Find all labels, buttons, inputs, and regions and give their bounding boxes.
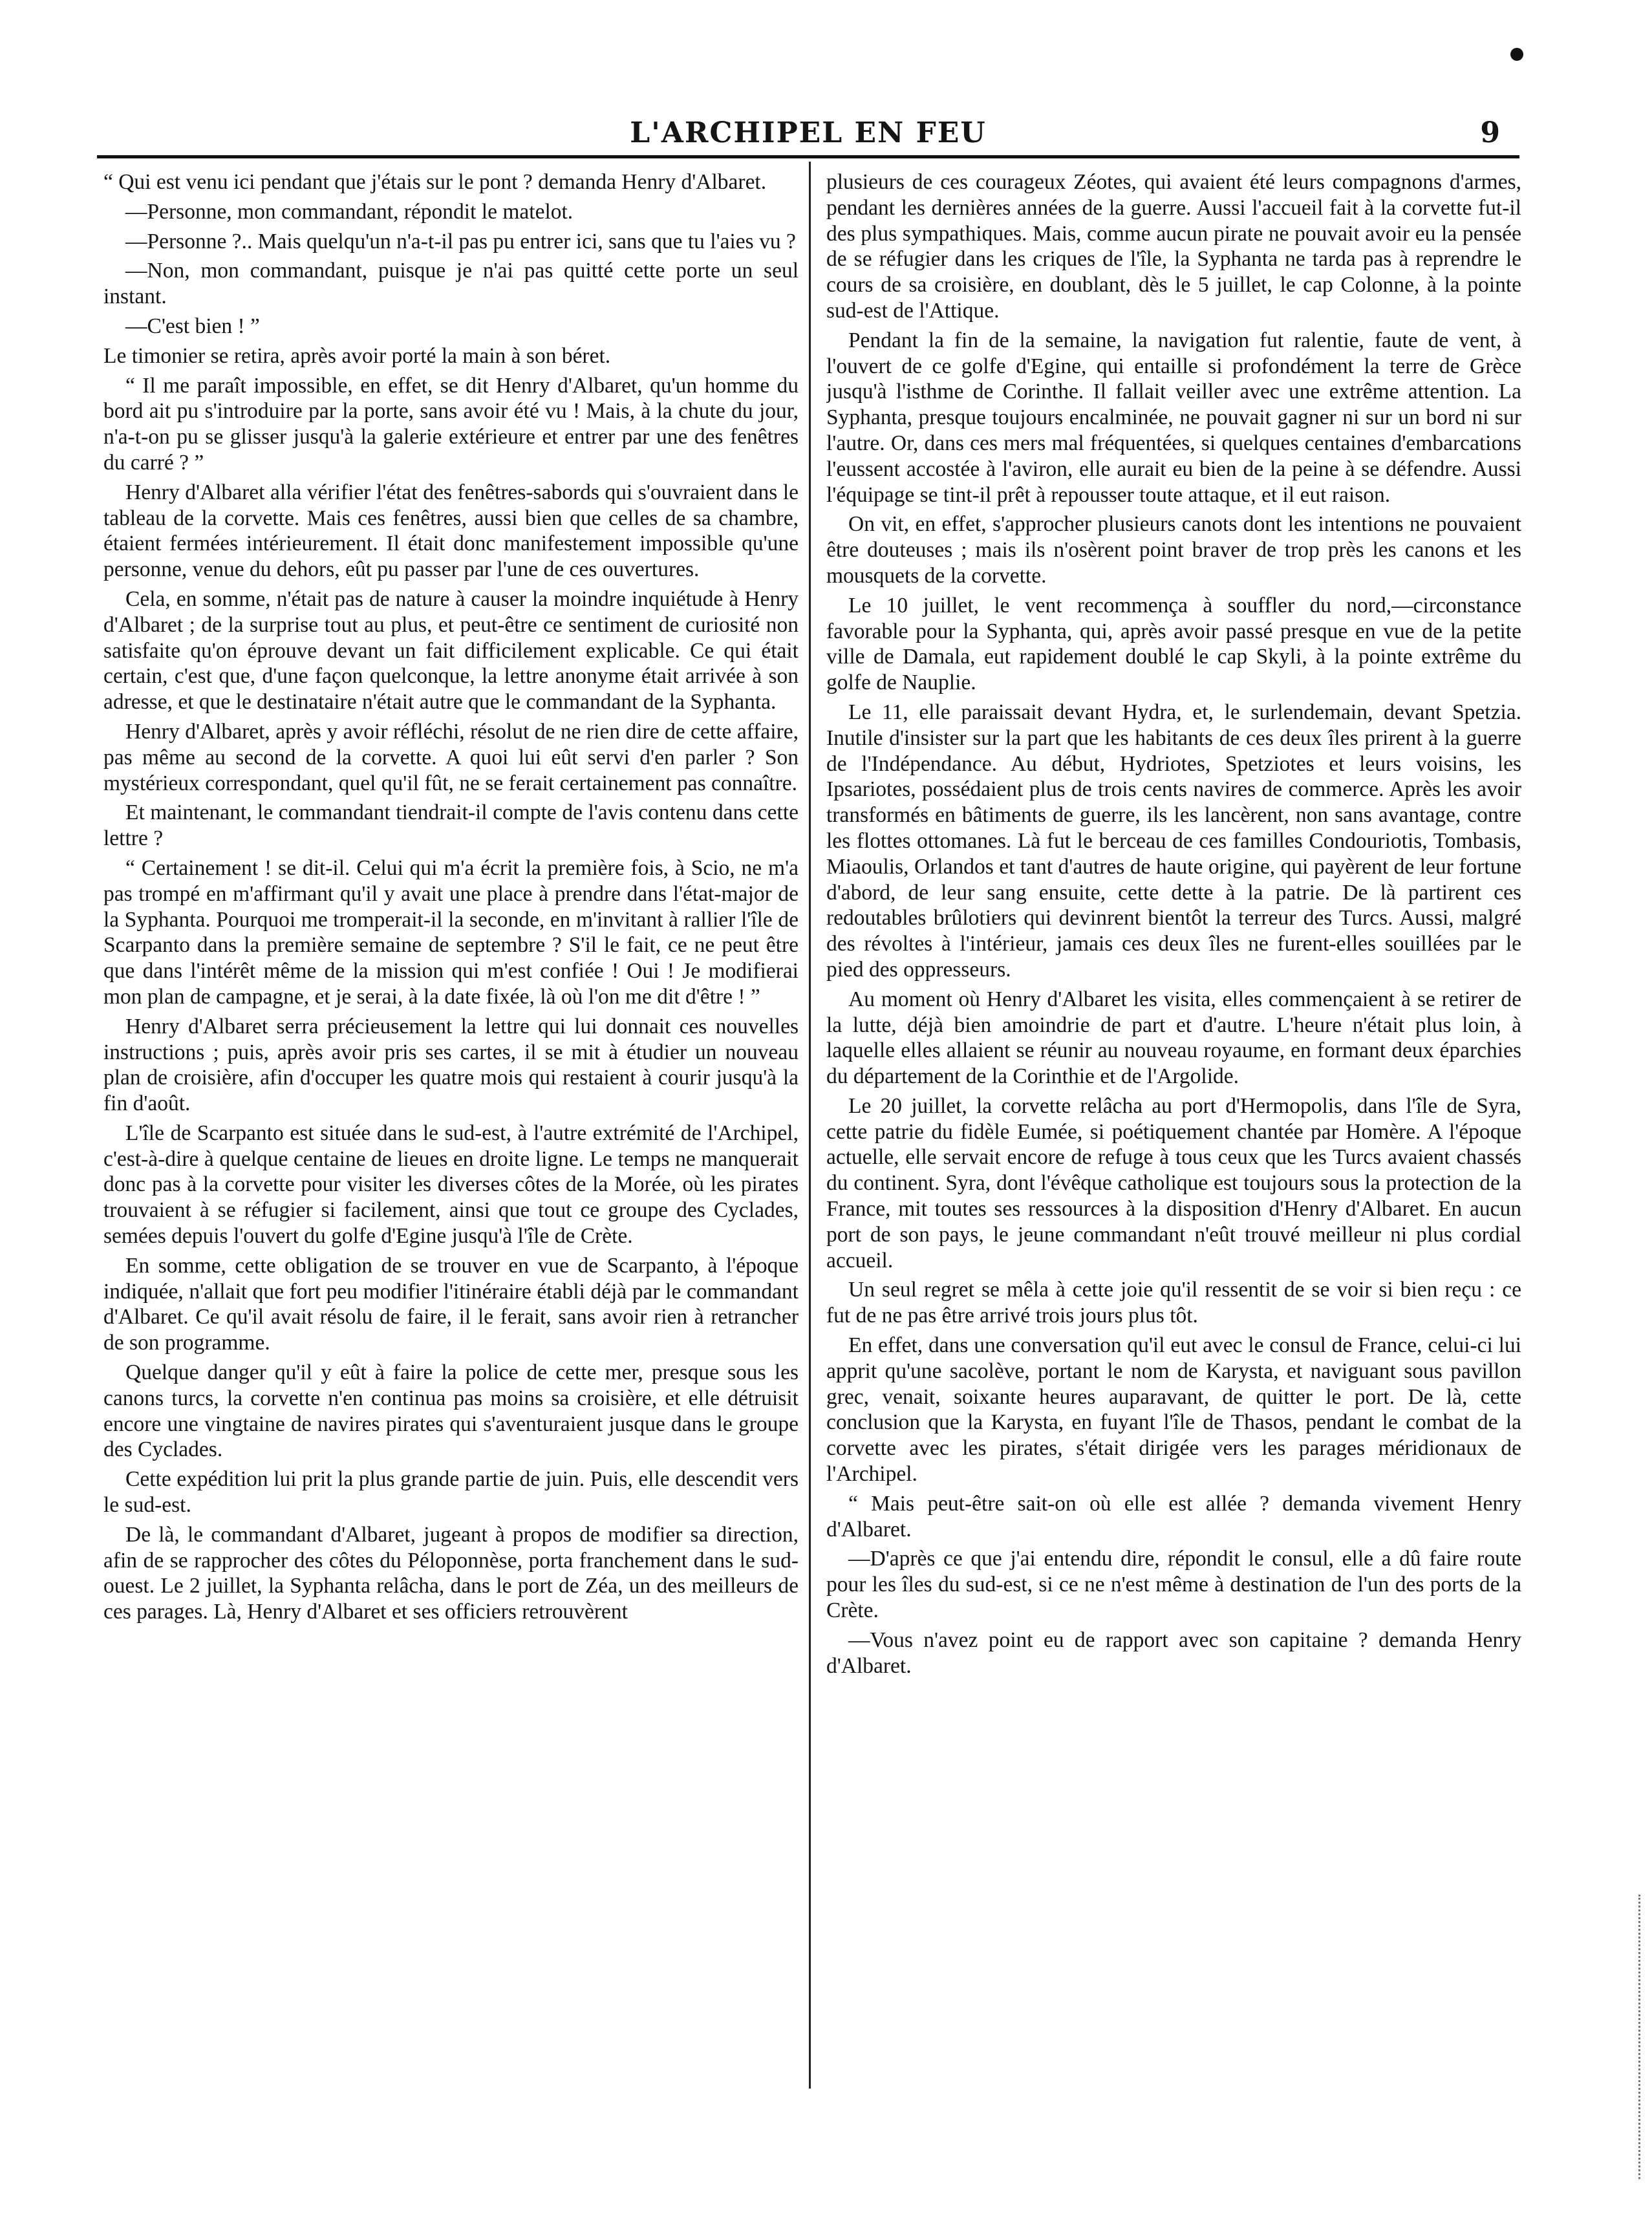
- paragraph: Le 20 juillet, la corvette relâcha au port d'Hermopolis, dans l'île de Syra, cette patrie du fidèle Eumée, si poétiquement chantée par Homère. A l'époque actuelle, elle servait encore de refuge à tous ceux que les Turcs avaient chassés du continent. Syra, dont l'évêque catholique est toujours sous la protection de la France, mit toutes ses ressources à la disposition d'Henry d'Albaret. En aucun port de son pays, le jeune commandant n'eût trouvé meilleur ni plus cordial accueil.: [826, 1093, 1521, 1273]
- scan-edge-marks: [1638, 1895, 1647, 2179]
- paragraph: “ Mais peut-être sait-on où elle est allée ? demanda vivement Henry d'Albaret.: [826, 1491, 1521, 1542]
- ink-dot: [1510, 48, 1523, 61]
- paragraph: Quelque danger qu'il y eût à faire la police de cette mer, presque sous les canons turcs, la corvette n'en continua pas moins sa croisière, et elle détruisit encore une vingtaine de navires pirates qui s'aventuraient jusque dans le groupe des Cyclades.: [103, 1360, 799, 1462]
- column-divider: [809, 162, 811, 2089]
- right-column: [826, 169, 1521, 2090]
- paragraph: Le 11, elle paraissait devant Hydra, et, le surlendemain, devant Spetzia. Inutile d'insister sur la part que les habitants de ces deux îles prirent à la guerre de l'Indépendance. Au début, Hydriotes, Spetziotes et leurs voisins, les Ipsariotes, possédaient plus de trois cents navires de commerce. Après les avoir transformés en bâtiments de guerre, ils les lancèrent, non sans avantage, contre les flottes ottomanes. Là fut le berceau de ces familles Condouriotis, Tombasis, Miaoulis, Orlandos et tant d'autres de haute origine, qui payèrent de leur fortune d'abord, de leur sang ensuite, cette dette à la patrie. De là partirent ces redoutables brûlotiers qui devinrent bientôt la terreur des Turcs. Aussi, malgré des révoltes à l'intérieur, jamais ces deux îles ne furent-elles souillées par le pied des oppresseurs.: [826, 700, 1521, 982]
- paragraph: Au moment où Henry d'Albaret les visita, elles commençaient à se retirer de la lutte, déjà bien amoindrie de part et d'autre. L'heure n'était plus loin, à laquelle elles allaient se réunir au nouveau royaume, en formant deux éparchies du département de la Corinthie et de l'Argolide.: [826, 987, 1521, 1089]
- paragraph: On vit, en effet, s'approcher plusieurs canots dont les intentions ne pouvaient être douteuses ; mais ils n'osèrent point braver de trop près les canons et les mousquets de la corvette.: [826, 512, 1521, 588]
- paragraph: Henry d'Albaret, après y avoir réfléchi, résolut de ne rien dire de cette affaire, pas même au second de la corvette. A quoi lui eût servi d'en parler ? Son mystérieux correspondant, quel qu'il fût, ne se ferait certainement pas connaître.: [103, 719, 799, 795]
- paragraph: Le 10 juillet, le vent recommença à souffler du nord,—circonstance favorable pour la Syphanta, qui, après avoir passé presque en vue de la petite ville de Damala, eut rapidement doublé le cap Skyli, à la pointe extrême du golfe de Nauplie.: [826, 593, 1521, 695]
- paragraph: En effet, dans une conversation qu'il eut avec le consul de France, celui-ci lui apprit qu'une sacolève, portant le nom de Karysta, et naviguant sous pavillon grec, venait, soixante heures auparavant, de quitter le port. De là, cette conclusion que la Karysta, en fuyant l'île de Thasos, pendant le combat de la corvette avec les pirates, s'était dirigée vers les parages méridionaux de l'Archipel.: [826, 1333, 1521, 1487]
- paragraph: Et maintenant, le commandant tiendrait-il compte de l'avis contenu dans cette lettre ?: [103, 801, 799, 851]
- paragraph: —D'après ce que j'ai entendu dire, répondit le consul, elle a dû faire route pour les îles du sud-est, si ce ne n'est même à destination de l'un des ports de la Crète.: [826, 1547, 1521, 1623]
- paragraph: —C'est bien ! ”: [125, 314, 260, 338]
- running-title: L'ARCHIPEL EN FEU: [630, 116, 987, 149]
- paragraph: “ Qui est venu ici pendant que j'étais sur le pont ? demanda Henry d'Albaret.: [103, 170, 767, 194]
- paragraph: plusieurs de ces courageux Zéotes, qui avaient été leurs compagnons d'armes, pendant les dernières années de la guerre. Aussi l'accueil fait à la corvette fut-il des plus sympathiques. Mais, comme aucun pirate ne pouvait avoir eu la pensée de se réfugier dans les criques de l'île, la Syphanta ne tarda pas à reprendre le cours de sa croisière, en doublant, dès le 5 juillet, le cap Colonne, à la pointe sud-est de l'Attique.: [826, 170, 1521, 323]
- paragraph: Un seul regret se mêla à cette joie qu'il ressentit de se voir si bien reçu : ce fut de ne pas être arrivé trois jours plus tôt.: [826, 1278, 1521, 1328]
- paragraph: —Non, mon commandant, puisque je n'ai pas quitté cette porte un seul instant.: [103, 259, 799, 309]
- paragraph: Pendant la fin de la semaine, la navigation fut ralentie, faute de vent, à l'ouvert de ce golfe d'Egine, qui entaille si profondément la terre de Grèce jusqu'à l'isthme de Corinthe. Il fallait veiller avec une extrême attention. La Syphanta, presque toujours encalminée, ne pouvait gagner ni sur un bord ni sur l'autre. Or, dans ces mers mal fréquentées, si quelques centaines d'embarcations l'eussent accostée à l'aviron, elle aurait eu bien de la peine à se défendre. Aussi l'équipage se tint-il prêt à repousser toute attaque, et il eut raison.: [826, 328, 1521, 507]
- left-column: [103, 169, 799, 2090]
- paragraph: L'île de Scarpanto est située dans le sud-est, à l'autre extrémité de l'Archipel, c'est-à-dire à quelque centaine de lieues en droite ligne. Le temps ne manquerait donc pas à la corvette pour visiter les diverses côtes de la Morée, où les pirates trouvaient à se réfugier si facilement, ainsi que tout ce groupe des Cyclades, semées depuis l'ouvert du golfe d'Egine jusqu'à l'île de Crète.: [103, 1121, 799, 1249]
- paragraph: —Personne ?.. Mais quelqu'un n'a-t-il pas pu entrer ici, sans que tu l'aies vu ?: [125, 229, 796, 253]
- paragraph: “ Il me paraît impossible, en effet, se dit Henry d'Albaret, qu'un homme du bord ait pu s'introduire par la porte, sans avoir été vu ! Mais, à la chute du jour, n'a-t-on pu se glisser jusqu'à la galerie extérieure et entrer par une des fenêtres du carré ? ”: [103, 373, 799, 475]
- paragraph: —Personne, mon commandant, répondit le matelot.: [125, 199, 574, 224]
- page-header: [97, 116, 1519, 155]
- page-number: 9: [1480, 116, 1500, 149]
- paragraph: Henry d'Albaret serra précieusement la lettre qui lui donnait ces nouvelles instructions ; puis, après avoir pris ses cartes, il se mit à étudier un nouveau plan de croisière, afin d'occuper les quatre mois qui restaient à courir jusqu'à la fin d'août.: [103, 1014, 799, 1116]
- paragraph: Cette expédition lui prit la plus grande partie de juin. Puis, elle descendit vers le sud-est.: [103, 1467, 799, 1518]
- paragraph: Le timonier se retira, après avoir porté la main à son béret.: [103, 343, 611, 368]
- paragraph: En somme, cette obligation de se trouver en vue de Scarpanto, à l'époque indiquée, n'allait que fort peu modifier l'itinéraire établi déjà par le commandant d'Albaret. Ce qu'il avait résolu de faire, il le ferait, sans avoir rien à retrancher de son programme.: [103, 1253, 799, 1355]
- paragraph: —Vous n'avez point eu de rapport avec son capitaine ? demanda Henry d'Albaret.: [826, 1628, 1521, 1678]
- paragraph: Henry d'Albaret alla vérifier l'état des fenêtres-sabords qui s'ouvraient dans le tableau de la corvette. Mais ces fenêtres, aussi bien que celles de sa chambre, étaient fermées intérieurement. Il était donc manifestement impossible qu'une personne, venue du dehors, eût pu passer par l'une de ces ouvertures.: [103, 480, 799, 582]
- paragraph: De là, le commandant d'Albaret, jugeant à propos de modifier sa direction, afin de se rapprocher des côtes du Péloponnèse, porta franchement dans le sud-ouest. Le 2 juillet, la Syphanta relâcha, dans le port de Zéa, un des meilleurs de ces parages. Là, Henry d'Albaret et ses officiers retrouvèrent: [103, 1522, 799, 1624]
- paragraph: “ Certainement ! se dit-il. Celui qui m'a écrit la première fois, à Scio, ne m'a pas trompé en m'affirmant qu'il y avait une place à prendre dans l'état-major de la Syphanta. Pourquoi me tromperait-il la seconde, en m'invitant à rallier l'île de Scarpanto dans la première semaine de septembre ? S'il le fait, ce ne peut être que dans l'intérêt même de la mission qui m'est confiée ! Oui ! Je modifierai mon plan de campagne, et je serai, à la date fixée, là où l'on me dit d'être ! ”: [103, 855, 799, 1009]
- paragraph: Cela, en somme, n'était pas de nature à causer la moindre inquiétude à Henry d'Albaret ; de la surprise tout au plus, et peut-être ce sentiment de curiosité non satisfaite qu'on éprouve devant un fait difficilement explicable. Ce qui était certain, c'est que, d'une façon quelconque, la lettre anonyme était arrivée à son adresse, et que le destinataire n'était autre que le commandant de la Syphanta.: [103, 586, 799, 715]
- header-rule: [97, 155, 1519, 158]
